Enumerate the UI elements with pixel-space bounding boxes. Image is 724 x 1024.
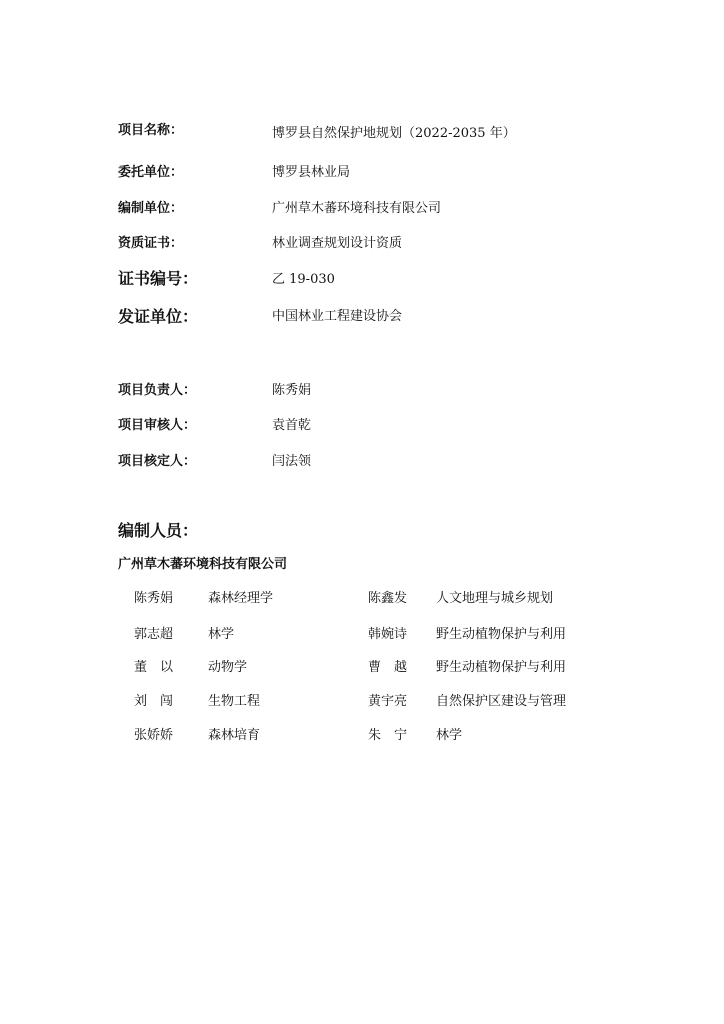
staff-field: 自然保护区建设与管理 <box>436 694 567 709</box>
staff-row <box>0 690 724 710</box>
compiler-value: 广州草木蕃环境科技有限公司 <box>272 201 442 216</box>
qualification-label: 资质证书： <box>118 236 184 251</box>
compiler-label: 编制单位： <box>118 201 184 216</box>
certificate-number-value: 乙 19-030 <box>272 272 335 287</box>
staff-name: 陈秀娟 <box>134 591 174 606</box>
project-reviewer-label: 项目审核人： <box>118 418 197 433</box>
staff-name: 刘 闯 <box>134 694 174 709</box>
staff-field: 林学 <box>208 627 235 642</box>
staff-row <box>0 656 724 676</box>
staff-field: 森林培育 <box>208 728 261 743</box>
staff-name: 韩婉诗 <box>368 627 408 642</box>
certificate-number-label: 证书编号： <box>118 269 199 288</box>
project-approver-value: 闫法领 <box>272 454 312 469</box>
staff-field: 人文地理与城乡规划 <box>436 591 554 606</box>
staff-name: 张娇娇 <box>134 728 174 743</box>
project-approver-label: 项目核定人： <box>118 454 197 469</box>
staff-name: 郭志超 <box>134 627 174 642</box>
staff-name: 黄宇亮 <box>368 694 408 709</box>
issuer-label: 发证单位： <box>118 307 199 326</box>
staff-name: 朱 宁 <box>368 728 408 743</box>
project-leader-value: 陈秀娟 <box>272 383 312 398</box>
project-reviewer-value: 袁首乾 <box>272 418 312 433</box>
issuer-value: 中国林业工程建设协会 <box>272 309 403 324</box>
staff-field: 森林经理学 <box>208 591 274 606</box>
staff-field: 生物工程 <box>208 694 261 709</box>
staff-name: 陈鑫发 <box>368 591 408 606</box>
staff-field: 动物学 <box>208 660 248 675</box>
staff-row <box>0 587 724 607</box>
client-value: 博罗县林业局 <box>272 165 351 180</box>
project-name-label: 项目名称： <box>118 123 184 138</box>
project-name-value: 博罗县自然保护地规划（2022-2035 年） <box>272 126 516 141</box>
staff-row <box>0 724 724 744</box>
staff-field: 林学 <box>436 728 463 743</box>
staff-row <box>0 623 724 643</box>
qualification-value: 林业调查规划设计资质 <box>272 236 403 251</box>
staff-heading: 编制人员： <box>118 521 199 540</box>
project-leader-label: 项目负责人： <box>118 383 197 398</box>
client-label: 委托单位： <box>118 165 184 180</box>
staff-field: 野生动植物保护与利用 <box>436 660 567 675</box>
staff-company: 广州草木蕃环境科技有限公司 <box>118 557 288 572</box>
staff-name: 董 以 <box>134 660 174 675</box>
staff-name: 曹 越 <box>368 660 408 675</box>
staff-field: 野生动植物保护与利用 <box>436 627 567 642</box>
